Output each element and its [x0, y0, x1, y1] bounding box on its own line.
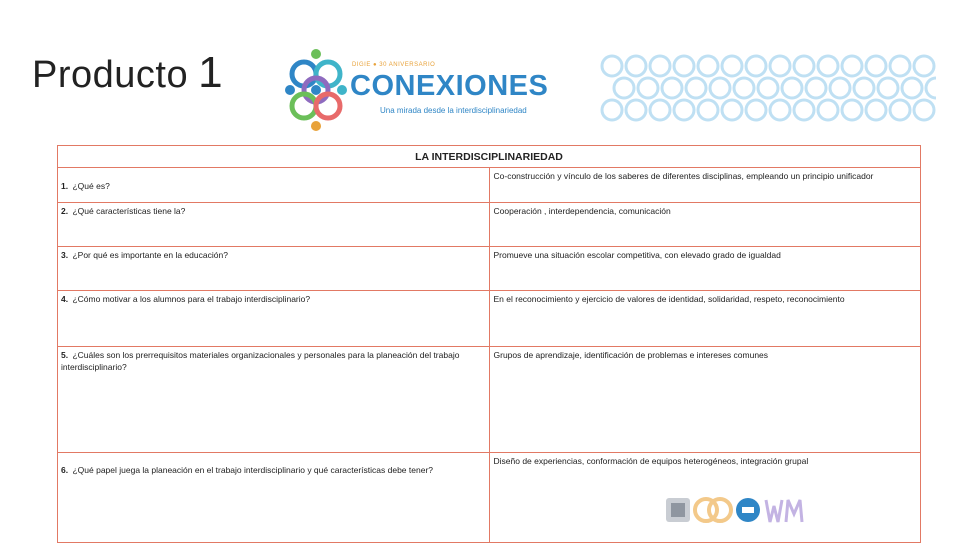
pattern-ring [638, 78, 658, 98]
question-number: 3. [61, 250, 69, 260]
pattern-ring [878, 78, 898, 98]
pattern-ring [674, 100, 694, 120]
pattern-ring [842, 56, 862, 76]
answer-cell: Promueve una situación escolar competitiva, con elevado grado de igualdad [489, 247, 921, 291]
question-cell [58, 247, 490, 291]
table-row [58, 347, 921, 453]
answer-cell: Grupos de aprendizaje, identificación de problemas e intereses comunes [489, 347, 921, 453]
question-text: ¿Qué es? [72, 181, 110, 191]
pattern-ring [926, 78, 936, 98]
pattern-ring [614, 78, 634, 98]
pattern-ring [794, 100, 814, 120]
pattern-ring [698, 100, 718, 120]
question-number: 6. [61, 465, 69, 475]
pattern-ring [770, 100, 790, 120]
pattern-ring [662, 78, 682, 98]
question-number: 2. [61, 206, 69, 216]
question-cell [58, 347, 490, 453]
anniversary-30-icon [695, 499, 731, 521]
question-cell [58, 168, 490, 203]
interdisciplinarity-table [57, 145, 921, 543]
question-text: ¿Cómo motivar a los alumnos para el trabajo interdisciplinario? [72, 294, 311, 304]
pattern-ring [866, 56, 886, 76]
answer-cell: Cooperación , interdependencia, comunicación [489, 203, 921, 247]
pattern-ring [602, 100, 622, 120]
pattern-ring [794, 56, 814, 76]
pattern-ring [674, 56, 694, 76]
pattern-ring [722, 100, 742, 120]
pattern-ring [686, 78, 706, 98]
question-cell [58, 291, 490, 347]
pattern-ring [866, 100, 886, 120]
wm-logo-icon [766, 500, 802, 522]
decorative-ring-pattern-icon [600, 54, 936, 124]
pattern-ring [890, 56, 910, 76]
question-cell [58, 203, 490, 247]
pattern-ring [734, 78, 754, 98]
answer-cell: En el reconocimiento y ejercicio de valores de identidad, solidaridad, respeto, reconocimiento [489, 291, 921, 347]
table-row [58, 291, 921, 347]
pattern-ring [842, 100, 862, 120]
question-number: 1. [61, 181, 69, 191]
pattern-ring [602, 56, 622, 76]
pattern-ring [890, 100, 910, 120]
table-header: LA INTERDISCIPLINARIEDAD [58, 146, 921, 168]
question-number: 5. [61, 350, 69, 360]
question-text: ¿Qué papel juega la planeación en el trabajo interdisciplinario y qué características debe tener? [72, 465, 433, 475]
pattern-ring [650, 100, 670, 120]
slide-title-number: 1 [198, 48, 224, 97]
answer-cell: Co-construcción y vínculo de los saberes de diferentes disciplinas, empleando un principio unificador [489, 168, 921, 203]
pattern-ring [770, 56, 790, 76]
conexiones-logo [284, 44, 549, 132]
table-header-row [58, 146, 921, 168]
table-row [58, 247, 921, 291]
pattern-ring [818, 100, 838, 120]
pattern-ring [914, 100, 934, 120]
table-row [58, 168, 921, 203]
question-text: ¿Qué características tiene la? [72, 206, 186, 216]
logo-wordmark: CONEXIONES [350, 70, 549, 102]
pattern-ring [854, 78, 874, 98]
slide-title-word: Producto [32, 54, 189, 96]
pattern-ring [710, 78, 730, 98]
pattern-ring [722, 56, 742, 76]
question-text: ¿Por qué es importante en la educación? [72, 250, 228, 260]
pattern-ring [698, 56, 718, 76]
pattern-ring [626, 56, 646, 76]
pattern-ring [650, 56, 670, 76]
pattern-ring [782, 78, 802, 98]
question-number: 4. [61, 294, 69, 304]
pattern-ring [746, 100, 766, 120]
question-cell [58, 453, 490, 543]
si-badge-icon [736, 498, 760, 522]
institutional-logos [664, 494, 824, 528]
unam-seal-icon [666, 498, 690, 522]
pattern-ring [914, 56, 934, 76]
pattern-ring [626, 100, 646, 120]
logo-tagline: Una mirada desde la interdisciplinariedad [380, 106, 527, 115]
answer-cell: Diseño de experiencias, conformación de equipos heterogéneos, integración grupal [489, 453, 921, 543]
logo-anniversary-text: DIGIE ● 30 ANIVERSARIO [352, 62, 436, 68]
pattern-ring [818, 56, 838, 76]
pattern-ring [902, 78, 922, 98]
pattern-ring [758, 78, 778, 98]
table-row [58, 203, 921, 247]
question-text: ¿Cuáles son los prerrequisitos materiales organizacionales y personales para la planeación del trabajo interdisciplinario? [61, 350, 460, 372]
conexiones-logo-mark-icon [284, 44, 348, 132]
pattern-ring [830, 78, 850, 98]
pattern-ring [806, 78, 826, 98]
slide-title [32, 48, 223, 98]
pattern-ring [746, 56, 766, 76]
